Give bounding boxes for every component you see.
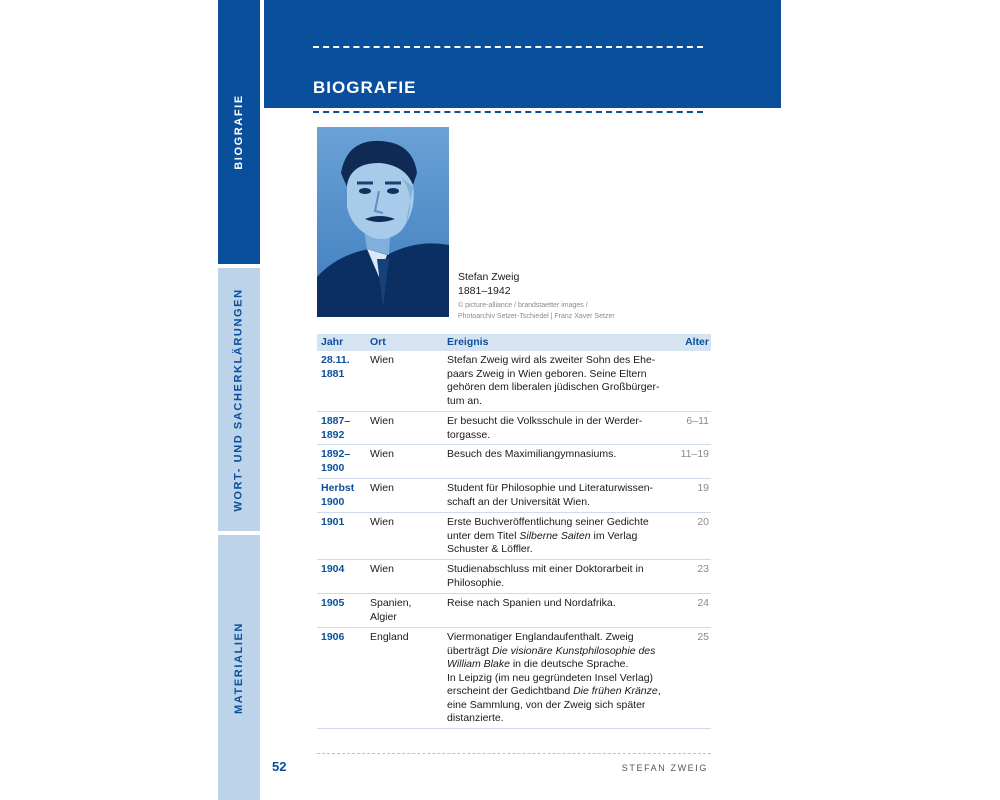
- ereignis-title-italic: William Blake: [447, 658, 510, 670]
- page-title: BIOGRAFIE: [313, 78, 417, 97]
- cell-ort: [370, 631, 442, 645]
- cell-ort: [370, 354, 442, 368]
- portrait-caption: [458, 270, 519, 298]
- ereignis-line: Philosophie.: [447, 576, 505, 589]
- ereignis-text: überträgt: [447, 644, 490, 657]
- header-dash-top: [313, 46, 703, 48]
- col-header-ereignis: Ereignis: [447, 336, 489, 348]
- table-row: [317, 445, 711, 479]
- jahr-line: 1901: [321, 516, 345, 528]
- table-row: [317, 560, 711, 594]
- ereignis-line: eine Sammlung, von der Zweig sich später: [447, 698, 646, 711]
- cell-jahr: [321, 597, 369, 611]
- ort-line: Wien: [370, 563, 394, 575]
- table-row: [317, 594, 711, 628]
- header-dash-bottom: [313, 111, 703, 113]
- table-row: [317, 628, 711, 729]
- cell-jahr: [321, 482, 369, 509]
- biography-table: [317, 334, 711, 729]
- cell-ereignis: [447, 415, 669, 442]
- ereignis-line: Reise nach Spanien und Nordafrika.: [447, 597, 616, 609]
- cell-ereignis: [447, 631, 669, 726]
- cell-alter: 19: [697, 482, 709, 494]
- jahr-line: 1906: [321, 631, 345, 643]
- ereignis-line: gehören dem liberalen jüdischen Großbürger-: [447, 381, 660, 393]
- ereignis-title-italic: Silberne Saiten: [519, 529, 591, 542]
- jahr-line: 1900: [321, 461, 345, 474]
- ereignis-text: im Verlag: [593, 529, 638, 542]
- cell-alter: 24: [697, 597, 709, 609]
- cell-ort: [370, 563, 442, 577]
- ort-line: Algier: [370, 610, 397, 623]
- ereignis-line: Student für Philosophie und Literaturwissen-: [447, 482, 654, 494]
- photo-credit-line-1: © picture-alliance / brandstaetter images /: [458, 302, 588, 309]
- ort-line: Spanien,: [370, 597, 412, 609]
- cell-ereignis: [447, 516, 669, 557]
- cell-ereignis: [447, 482, 669, 509]
- table-row: [317, 412, 711, 445]
- ereignis-line: [447, 685, 669, 699]
- ereignis-line: paars Zweig in Wien geboren. Seine Eltern: [447, 367, 647, 380]
- side-tab-biografie-label: BIOGRAFIE: [233, 94, 246, 170]
- side-tab-materialien-label: MATERIALIEN: [233, 621, 246, 714]
- cell-ort: [370, 415, 442, 429]
- ereignis-line: Studienabschluss mit einer Doktorarbeit in: [447, 563, 644, 575]
- ort-line: Wien: [370, 516, 394, 528]
- cell-ereignis: [447, 597, 669, 611]
- ereignis-line: distanzierte.: [447, 712, 504, 724]
- jahr-line: 1881: [321, 367, 345, 380]
- col-header-ort: Ort: [370, 336, 386, 348]
- ereignis-line: Er besucht die Volksschule in der Werder-: [447, 415, 643, 427]
- cell-ereignis: [447, 354, 669, 408]
- ereignis-line: torgasse.: [447, 428, 491, 441]
- ereignis-line: [447, 530, 669, 544]
- ereignis-line: [447, 658, 669, 672]
- table-row: [317, 513, 711, 560]
- jahr-line: 1904: [321, 563, 345, 575]
- ereignis-line: tum an.: [447, 394, 483, 407]
- col-header-alter: Alter: [685, 336, 709, 348]
- portrait-name: Stefan Zweig: [458, 271, 520, 283]
- cell-jahr: [321, 563, 369, 577]
- portrait-photo: [317, 127, 449, 317]
- cell-alter: 25: [697, 631, 709, 643]
- cell-jahr: [321, 415, 369, 442]
- cell-alter: 23: [697, 563, 709, 575]
- ort-line: Wien: [370, 354, 394, 366]
- table-row: [317, 351, 711, 412]
- running-title: STEFAN ZWEIG: [621, 763, 708, 773]
- cell-jahr: [321, 354, 369, 381]
- ort-line: Wien: [370, 415, 394, 427]
- cell-ort: [370, 516, 442, 530]
- cell-jahr: [321, 516, 369, 530]
- ereignis-text: unter dem Titel: [447, 529, 517, 542]
- ereignis-text: in die deutsche Sprache.: [512, 658, 629, 670]
- side-tab-wort-label: WORT- UND SACHERKLÄRUNGEN: [233, 287, 246, 512]
- cell-alter: 11–19: [680, 448, 709, 460]
- jahr-line: 1900: [321, 495, 345, 508]
- ereignis-line: Erste Buchveröffentlichung seiner Gedichte: [447, 516, 649, 528]
- ereignis-line: schaft an der Universität Wien.: [447, 495, 590, 508]
- cell-jahr: [321, 448, 369, 475]
- jahr-line: 1892–: [321, 448, 351, 460]
- cell-ereignis: [447, 448, 669, 462]
- ereignis-line: Schuster & Löffler.: [447, 543, 533, 555]
- side-tab-biografie[interactable]: [218, 0, 260, 264]
- footer-divider: [317, 753, 711, 754]
- ort-line: Wien: [370, 482, 394, 494]
- photo-credit-line-2: Photoarchiv Setzer-Tschiedel | Franz Xaver Setzer: [458, 313, 615, 320]
- ort-line: Wien: [370, 448, 394, 460]
- jahr-line: 28.11.: [321, 354, 350, 366]
- ereignis-line: [447, 645, 669, 659]
- cell-ereignis: [447, 563, 669, 590]
- ort-line: England: [370, 631, 409, 643]
- ereignis-text: erscheint der Gedichtband: [447, 685, 571, 697]
- ereignis-line: In Leipzig (im neu gegründeten Insel Verlag): [447, 671, 654, 684]
- side-tab-wort-und-sacherklaerungen[interactable]: [218, 268, 260, 531]
- jahr-line: Herbst: [321, 482, 355, 494]
- jahr-line: 1892: [321, 428, 345, 441]
- page-number: 52: [272, 759, 287, 774]
- table-row: [317, 479, 711, 513]
- ereignis-title-italic: Die visionäre Kunstphilosophie des: [491, 644, 656, 657]
- ereignis-line: Besuch des Maximiliangymnasiums.: [447, 448, 617, 460]
- col-header-jahr: Jahr: [321, 336, 344, 348]
- ereignis-line: Stefan Zweig wird als zweiter Sohn des Ehe-: [447, 354, 656, 366]
- cell-ort: [370, 482, 442, 496]
- cell-ort: [370, 597, 442, 624]
- side-tab-materialien[interactable]: [218, 535, 260, 800]
- cell-alter: 20: [697, 516, 709, 528]
- ereignis-line: Viermonatiger Englandaufenthalt. Zweig: [447, 631, 634, 643]
- table-header: [317, 334, 711, 351]
- ereignis-text: ,: [657, 685, 661, 697]
- ereignis-title-italic: Die frühen Kränze: [573, 685, 658, 697]
- cell-jahr: [321, 631, 369, 645]
- photo-credit: [458, 300, 615, 322]
- cell-ort: [370, 448, 442, 462]
- portrait-years: 1881–1942: [458, 285, 511, 297]
- cell-alter: 6–11: [686, 415, 709, 427]
- jahr-line: 1887–: [321, 415, 351, 427]
- jahr-line: 1905: [321, 597, 345, 609]
